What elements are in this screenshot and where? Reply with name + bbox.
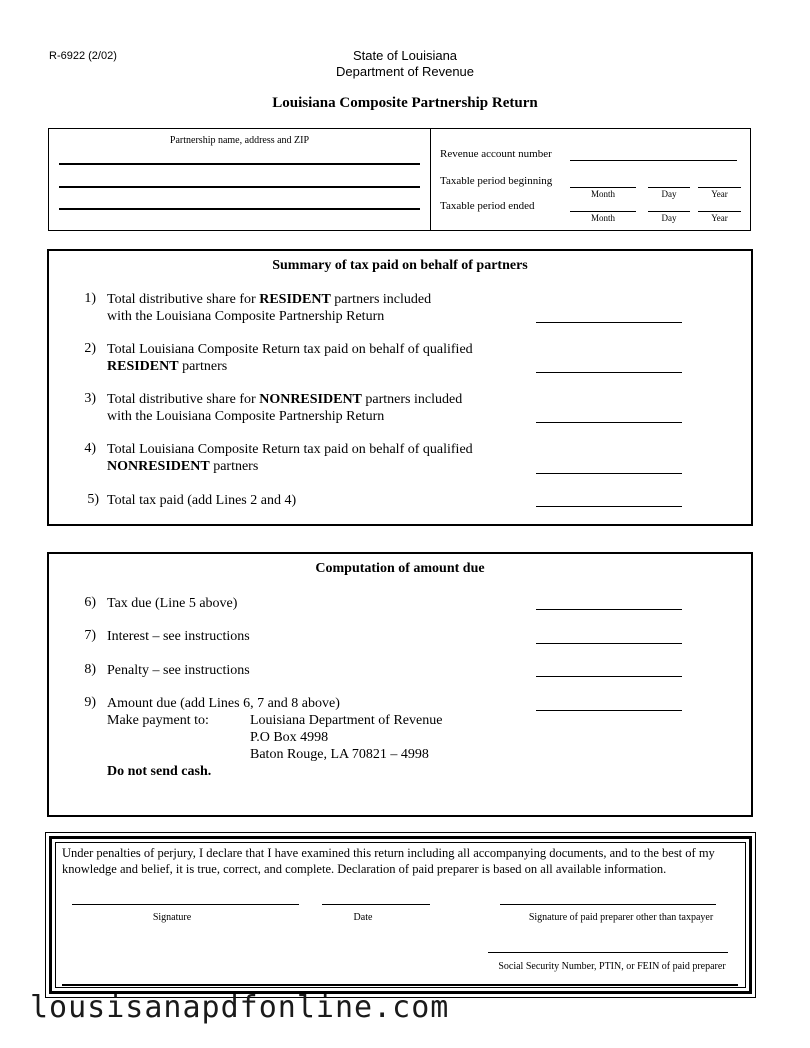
agency-department: Department of Revenue bbox=[335, 64, 475, 79]
line-number: 6) bbox=[84, 595, 96, 610]
period-beginning-month-field[interactable] bbox=[570, 187, 636, 188]
period-beginning-label: Taxable period beginning bbox=[440, 175, 553, 187]
day-caption: Day bbox=[661, 189, 677, 199]
no-cash-notice: Do not send cash. bbox=[107, 764, 212, 779]
line-9-label: Amount due (add Lines 6, 7 and 8 above) bbox=[107, 696, 340, 711]
line-number: 4) bbox=[84, 441, 96, 456]
line-number: 2) bbox=[84, 341, 96, 356]
line-4-label: Total Louisiana Composite Return tax paid on behalf of qualified NONRESIDENT partners bbox=[107, 442, 473, 474]
payment-label: Make payment to: bbox=[107, 713, 209, 728]
line-7-label: Interest – see instructions bbox=[107, 629, 250, 644]
line-8-amount-field[interactable] bbox=[536, 676, 682, 677]
period-ended-year-field[interactable] bbox=[698, 211, 741, 212]
month-caption: Month bbox=[590, 213, 615, 223]
year-caption: Year bbox=[711, 189, 728, 199]
line-3-label: Total distributive share for NONRESIDENT partners included with the Louisiana Composite Partnership Return bbox=[107, 392, 463, 424]
month-caption: Month bbox=[590, 189, 615, 199]
agency-state: State of Louisiana bbox=[352, 48, 458, 63]
line-number: 9) bbox=[84, 695, 96, 710]
website-watermark: lousisanapdfonline.com bbox=[30, 990, 450, 1025]
line-2-amount-field[interactable] bbox=[536, 372, 682, 373]
preparer-id-field[interactable] bbox=[488, 952, 728, 953]
payment-address-line: Louisiana Department of Revenue bbox=[250, 713, 443, 728]
preparer-id-caption: Social Security Number, PTIN, or FEIN of paid preparer bbox=[498, 961, 726, 972]
form-code: R-6922 (2/02) bbox=[49, 50, 117, 62]
partnership-name-field[interactable] bbox=[59, 163, 420, 165]
date-field[interactable] bbox=[322, 904, 430, 905]
line-3-amount-field[interactable] bbox=[536, 422, 682, 423]
payment-address-line: P.O Box 4998 bbox=[250, 730, 329, 745]
period-ended-month-field[interactable] bbox=[570, 211, 636, 212]
line-6-label: Tax due (Line 5 above) bbox=[107, 596, 238, 611]
payment-address-line: Baton Rouge, LA 70821 – 4998 bbox=[250, 747, 429, 762]
line-1-amount-field[interactable] bbox=[536, 322, 682, 323]
period-ended-label: Taxable period ended bbox=[440, 200, 535, 212]
revenue-account-field[interactable] bbox=[570, 160, 737, 161]
partnership-zip-field[interactable] bbox=[59, 208, 420, 210]
line-number: 5) bbox=[87, 492, 99, 507]
line-5-label: Total tax paid (add Lines 2 and 4) bbox=[107, 493, 297, 508]
line-number: 7) bbox=[84, 628, 96, 643]
partnership-address-field[interactable] bbox=[59, 186, 420, 188]
year-caption: Year bbox=[711, 213, 728, 223]
line-7-amount-field[interactable] bbox=[536, 643, 682, 644]
form-title: Louisiana Composite Partnership Return bbox=[272, 95, 538, 111]
date-caption: Date bbox=[353, 912, 373, 923]
line-number: 3) bbox=[84, 391, 96, 406]
partnership-name-label: Partnership name, address and ZIP bbox=[169, 135, 310, 146]
line-5-amount-field[interactable] bbox=[536, 506, 682, 507]
line-8-label: Penalty – see instructions bbox=[107, 663, 250, 678]
period-beginning-day-field[interactable] bbox=[648, 187, 690, 188]
line-number: 1) bbox=[84, 291, 96, 306]
computation-title: Computation of amount due bbox=[315, 561, 485, 576]
agency-header bbox=[305, 48, 505, 80]
line-6-amount-field[interactable] bbox=[536, 609, 682, 610]
signature-field[interactable] bbox=[72, 904, 299, 905]
line-4-amount-field[interactable] bbox=[536, 473, 682, 474]
info-box-divider bbox=[430, 128, 431, 231]
perjury-declaration: Under penalties of perjury, I declare that I have examined this return including all accompanying documents, and to the best of my knowledge and belief, it is true, correct, and complete. Declaration of paid preparer is based on all available information. bbox=[62, 846, 715, 876]
line-9-amount-field[interactable] bbox=[536, 710, 682, 711]
period-beginning-year-field[interactable] bbox=[698, 187, 741, 188]
signature-caption: Signature bbox=[152, 912, 192, 923]
declaration-bottom-rule bbox=[62, 984, 738, 986]
line-2-label: Total Louisiana Composite Return tax paid on behalf of qualified RESIDENT partners bbox=[107, 342, 473, 374]
preparer-signature-caption: Signature of paid preparer other than taxpayer bbox=[528, 912, 714, 923]
period-ended-day-field[interactable] bbox=[648, 211, 690, 212]
preparer-signature-field[interactable] bbox=[500, 904, 716, 905]
day-caption: Day bbox=[661, 213, 677, 223]
line-number: 8) bbox=[84, 662, 96, 677]
revenue-account-label: Revenue account number bbox=[440, 148, 552, 160]
summary-title: Summary of tax paid on behalf of partners bbox=[272, 258, 528, 273]
payment-address bbox=[250, 712, 442, 763]
line-1-label: Total distributive share for RESIDENT partners included with the Louisiana Composite Partnership Return bbox=[107, 292, 432, 324]
